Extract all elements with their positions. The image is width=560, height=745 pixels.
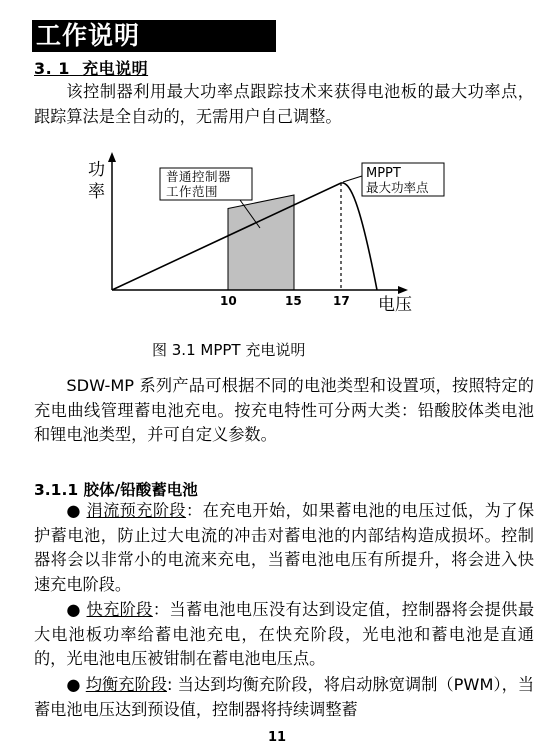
normal-label-line2: 工作范围 — [166, 184, 219, 199]
bullet-dot: ● — [66, 600, 81, 619]
bullet-text: : 当达到均衡充阶段，将启动脉宽调制（PWM），当蓄电池电压达到预设值，控制器将持续调整蓄 — [34, 675, 535, 719]
intro-paragraph: 该控制器利用最大功率点跟踪技术来获得电池板的最大功率点，跟踪算法是全自动的，无需用户自己调整。 — [34, 82, 534, 126]
bullet-term: 快充阶段 — [86, 600, 153, 619]
section-title: 充电说明 — [82, 59, 149, 78]
bullet-dot: ● — [66, 675, 81, 694]
mppt-label-line2: 最大功率点 — [366, 180, 429, 195]
x-axis-label: 电压 — [378, 295, 412, 315]
normal-label-line1: 普通控制器 — [166, 169, 232, 184]
product-paragraph: SDW-MP 系列产品可根据不同的电池类型和设置项，按照特定的充电曲线管理蓄电池充电。按充电特性可分两大类：铅酸胶体类电池和锂电池类型，并可自定义参数。 — [34, 376, 534, 444]
tick-10: 10 — [220, 294, 237, 308]
bullet-term: 涓流预充阶段 — [86, 501, 187, 520]
section-number: 3. 1 — [34, 59, 70, 78]
mppt-label-leader — [343, 176, 362, 182]
page-number: 11 — [268, 730, 287, 745]
y-axis-arrow — [108, 152, 116, 162]
bullet-equalize — [34, 673, 534, 722]
bullet-trickle — [34, 499, 534, 597]
bullet-dot: ● — [66, 501, 81, 520]
y-axis-label-2: 率 — [88, 182, 105, 202]
x-axis-arrow — [398, 286, 408, 294]
bullet-term: 均衡充阶段 — [85, 675, 167, 694]
mppt-label-line1: MPPT — [366, 166, 401, 181]
figure-caption: 图 3.1 MPPT 充电说明 — [152, 341, 306, 359]
bullet-text: ：在充电开始，如果蓄电池的电压过低，为了保护蓄电池，防止过大电流的冲击对蓄电池的内部结构造成损坏。控制器将会以非常小的电流来充电，当蓄电池电压有所提升，将会进入快速充电阶段。 — [34, 501, 535, 594]
tick-17: 17 — [333, 294, 350, 308]
subsection-heading: 3.1.1 胶体/铅酸蓄电池 — [34, 481, 198, 499]
bullet-fast — [34, 598, 534, 672]
y-axis-label-1: 功 — [88, 160, 105, 180]
page-title: 工作说明 — [32, 20, 276, 52]
bullet-text: ：当蓄电池电压没有达到设定值，控制器将会提供最大电池板功率给蓄电池充电，在快充阶段，光电池和蓄电池是直通的，光电池电压被钳制在蓄电池电压点。 — [34, 600, 535, 668]
tick-15: 15 — [285, 294, 302, 308]
mppt-figure — [0, 0, 560, 340]
